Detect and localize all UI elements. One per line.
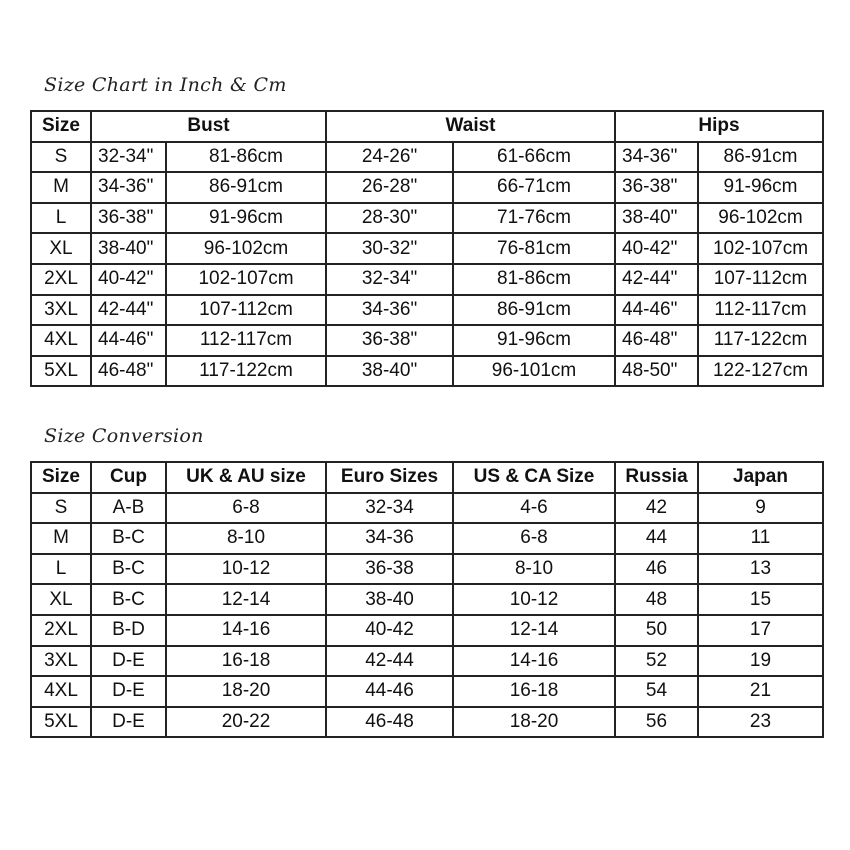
cup-cell: B-D (91, 615, 166, 646)
bust-cm-cell: 102-107cm (166, 264, 326, 295)
euro-cell: 44-46 (326, 676, 453, 707)
waist-inch-cell: 24-26" (326, 142, 453, 173)
bust-inch-cell: 42-44" (91, 295, 166, 326)
table-row (31, 295, 823, 326)
japan-cell: 9 (698, 493, 823, 524)
table-row (31, 493, 823, 524)
cup-cell: D-E (91, 646, 166, 677)
uk-au-cell: 8-10 (166, 523, 326, 554)
header-uk-au: UK & AU size (166, 462, 326, 493)
japan-cell: 11 (698, 523, 823, 554)
us-ca-cell: 4-6 (453, 493, 615, 524)
japan-cell: 13 (698, 554, 823, 585)
bust-inch-cell: 38-40" (91, 233, 166, 264)
waist-inch-cell: 28-30" (326, 203, 453, 234)
japan-cell: 23 (698, 707, 823, 738)
size-conversion-table (30, 461, 824, 738)
bust-inch-cell: 34-36" (91, 172, 166, 203)
table-row (31, 325, 823, 356)
waist-inch-cell: 36-38" (326, 325, 453, 356)
russia-cell: 42 (615, 493, 698, 524)
cup-cell: D-E (91, 707, 166, 738)
size-cell: 2XL (31, 264, 91, 295)
waist-inch-cell: 38-40" (326, 356, 453, 387)
size-cell: 3XL (31, 295, 91, 326)
euro-cell: 42-44 (326, 646, 453, 677)
size-cell: S (31, 142, 91, 173)
bust-inch-cell: 40-42" (91, 264, 166, 295)
size-cell: 2XL (31, 615, 91, 646)
hips-cm-cell: 117-122cm (698, 325, 823, 356)
size-cell: 3XL (31, 646, 91, 677)
euro-cell: 40-42 (326, 615, 453, 646)
uk-au-cell: 16-18 (166, 646, 326, 677)
us-ca-cell: 16-18 (453, 676, 615, 707)
euro-cell: 32-34 (326, 493, 453, 524)
bust-inch-cell: 32-34" (91, 142, 166, 173)
japan-cell: 17 (698, 615, 823, 646)
table-row (31, 264, 823, 295)
uk-au-cell: 20-22 (166, 707, 326, 738)
cup-cell: B-C (91, 523, 166, 554)
size-chart-table (30, 110, 824, 387)
header-russia: Russia (615, 462, 698, 493)
russia-cell: 44 (615, 523, 698, 554)
hips-inch-cell: 34-36" (615, 142, 698, 173)
hips-inch-cell: 46-48" (615, 325, 698, 356)
header-size: Size (31, 111, 91, 142)
hips-inch-cell: 38-40" (615, 203, 698, 234)
header-size: Size (31, 462, 91, 493)
waist-cm-cell: 61-66cm (453, 142, 615, 173)
hips-cm-cell: 122-127cm (698, 356, 823, 387)
waist-inch-cell: 34-36" (326, 295, 453, 326)
size-cell: M (31, 172, 91, 203)
table-row (31, 554, 823, 585)
japan-cell: 19 (698, 646, 823, 677)
euro-cell: 34-36 (326, 523, 453, 554)
uk-au-cell: 14-16 (166, 615, 326, 646)
table-row (31, 233, 823, 264)
bust-cm-cell: 81-86cm (166, 142, 326, 173)
header-bust: Bust (91, 111, 326, 142)
bust-cm-cell: 107-112cm (166, 295, 326, 326)
size-cell: L (31, 554, 91, 585)
bust-cm-cell: 112-117cm (166, 325, 326, 356)
hips-cm-cell: 102-107cm (698, 233, 823, 264)
us-ca-cell: 18-20 (453, 707, 615, 738)
euro-cell: 46-48 (326, 707, 453, 738)
waist-cm-cell: 91-96cm (453, 325, 615, 356)
japan-cell: 15 (698, 584, 823, 615)
table-row (31, 356, 823, 387)
hips-cm-cell: 91-96cm (698, 172, 823, 203)
us-ca-cell: 14-16 (453, 646, 615, 677)
waist-inch-cell: 30-32" (326, 233, 453, 264)
hips-inch-cell: 48-50" (615, 356, 698, 387)
size-conversion-header-row (31, 462, 823, 493)
size-chart-title: Size Chart in Inch & Cm (44, 74, 287, 96)
bust-inch-cell: 36-38" (91, 203, 166, 234)
russia-cell: 50 (615, 615, 698, 646)
bust-cm-cell: 86-91cm (166, 172, 326, 203)
size-cell: 4XL (31, 676, 91, 707)
size-cell: XL (31, 233, 91, 264)
uk-au-cell: 18-20 (166, 676, 326, 707)
header-us-ca: US & CA Size (453, 462, 615, 493)
size-cell: 5XL (31, 707, 91, 738)
hips-inch-cell: 40-42" (615, 233, 698, 264)
size-cell: 4XL (31, 325, 91, 356)
table-row (31, 615, 823, 646)
waist-cm-cell: 86-91cm (453, 295, 615, 326)
hips-cm-cell: 96-102cm (698, 203, 823, 234)
header-hips: Hips (615, 111, 823, 142)
size-chart-header-row (31, 111, 823, 142)
us-ca-cell: 6-8 (453, 523, 615, 554)
russia-cell: 54 (615, 676, 698, 707)
uk-au-cell: 10-12 (166, 554, 326, 585)
table-row (31, 676, 823, 707)
hips-cm-cell: 107-112cm (698, 264, 823, 295)
waist-cm-cell: 81-86cm (453, 264, 615, 295)
table-row (31, 142, 823, 173)
cup-cell: D-E (91, 676, 166, 707)
table-row (31, 584, 823, 615)
table-row (31, 523, 823, 554)
cup-cell: B-C (91, 554, 166, 585)
waist-cm-cell: 66-71cm (453, 172, 615, 203)
hips-cm-cell: 86-91cm (698, 142, 823, 173)
russia-cell: 56 (615, 707, 698, 738)
waist-cm-cell: 76-81cm (453, 233, 615, 264)
euro-cell: 38-40 (326, 584, 453, 615)
header-euro: Euro Sizes (326, 462, 453, 493)
hips-inch-cell: 42-44" (615, 264, 698, 295)
hips-inch-cell: 44-46" (615, 295, 698, 326)
size-cell: M (31, 523, 91, 554)
japan-cell: 21 (698, 676, 823, 707)
us-ca-cell: 8-10 (453, 554, 615, 585)
table-row (31, 172, 823, 203)
size-cell: L (31, 203, 91, 234)
bust-inch-cell: 46-48" (91, 356, 166, 387)
cup-cell: A-B (91, 493, 166, 524)
table-row (31, 203, 823, 234)
header-waist: Waist (326, 111, 615, 142)
uk-au-cell: 6-8 (166, 493, 326, 524)
table-row (31, 707, 823, 738)
us-ca-cell: 12-14 (453, 615, 615, 646)
russia-cell: 46 (615, 554, 698, 585)
russia-cell: 48 (615, 584, 698, 615)
header-japan: Japan (698, 462, 823, 493)
waist-cm-cell: 96-101cm (453, 356, 615, 387)
waist-inch-cell: 32-34" (326, 264, 453, 295)
size-cell: XL (31, 584, 91, 615)
size-cell: 5XL (31, 356, 91, 387)
waist-inch-cell: 26-28" (326, 172, 453, 203)
bust-inch-cell: 44-46" (91, 325, 166, 356)
size-conversion-title: Size Conversion (44, 425, 204, 447)
euro-cell: 36-38 (326, 554, 453, 585)
hips-cm-cell: 112-117cm (698, 295, 823, 326)
header-cup: Cup (91, 462, 166, 493)
uk-au-cell: 12-14 (166, 584, 326, 615)
waist-cm-cell: 71-76cm (453, 203, 615, 234)
bust-cm-cell: 91-96cm (166, 203, 326, 234)
bust-cm-cell: 96-102cm (166, 233, 326, 264)
cup-cell: B-C (91, 584, 166, 615)
russia-cell: 52 (615, 646, 698, 677)
hips-inch-cell: 36-38" (615, 172, 698, 203)
table-row (31, 646, 823, 677)
size-cell: S (31, 493, 91, 524)
us-ca-cell: 10-12 (453, 584, 615, 615)
bust-cm-cell: 117-122cm (166, 356, 326, 387)
